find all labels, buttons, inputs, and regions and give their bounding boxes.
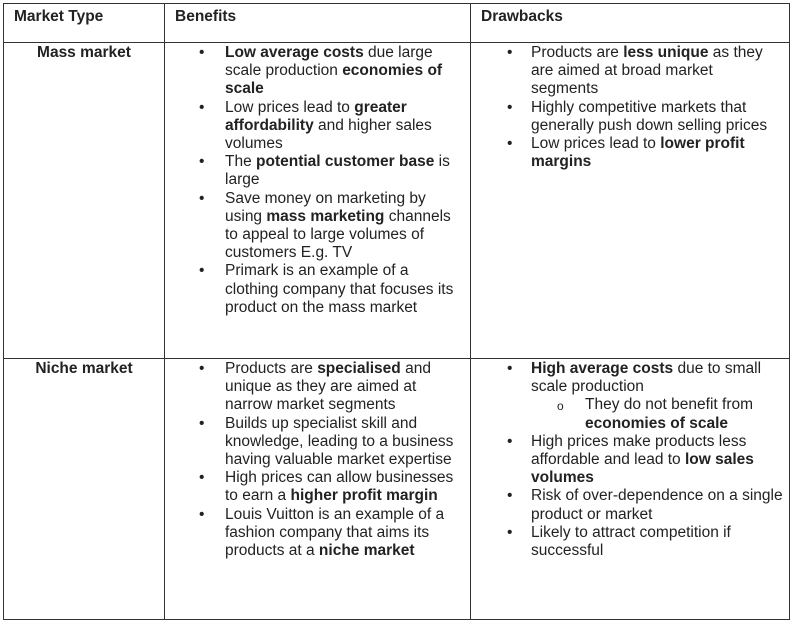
sub-list xyxy=(531,396,783,432)
list-item xyxy=(471,44,789,99)
list-item xyxy=(165,415,470,470)
list-item xyxy=(165,99,470,154)
bold-text: less unique xyxy=(623,44,709,61)
drawbacks-list xyxy=(471,360,789,560)
list-item xyxy=(471,524,789,560)
market-comparison-table xyxy=(3,3,790,620)
table-row xyxy=(4,43,790,359)
table-row xyxy=(4,359,790,620)
text-segment: and unique as they are aimed at narrow market segments xyxy=(225,360,431,414)
bold-text: higher profit margin xyxy=(290,487,438,505)
text-segment: due large scale production xyxy=(225,44,433,80)
list-item xyxy=(165,153,470,189)
benefits-list xyxy=(165,360,470,560)
text-segment: They do not benefit from xyxy=(585,396,754,414)
bold-text: specialised xyxy=(317,360,401,377)
bold-text: Low average costs xyxy=(225,44,364,61)
text-segment: Primark is an example of a clothing company that focuses its product on the mass market xyxy=(225,262,454,316)
list-item xyxy=(471,360,789,433)
text-segment: Builds up specialist skill and knowledge, leading to a business having valuable market expertise xyxy=(225,414,454,469)
header-benefits: Benefits xyxy=(165,4,471,43)
list-item xyxy=(165,360,470,415)
bold-text: low sales volumes xyxy=(531,451,754,487)
market-type-cell: Niche market xyxy=(4,359,165,620)
text-segment: and higher sales volumes xyxy=(225,116,432,153)
benefits-list xyxy=(165,44,470,317)
sub-list-item xyxy=(531,396,783,432)
benefits-cell xyxy=(165,359,471,620)
text-segment: Save money on marketing by using xyxy=(225,189,426,225)
text-segment: The xyxy=(225,153,257,171)
text-segment: is large xyxy=(225,153,450,189)
list-item xyxy=(165,469,470,505)
text-segment: High prices can allow businesses to earn a xyxy=(225,469,454,505)
list-item xyxy=(165,262,470,317)
bold-text: economies of scale xyxy=(225,62,443,98)
bold-text: greater affordability xyxy=(225,98,407,134)
list-item xyxy=(471,99,789,135)
text-segment: Risk of over-dependence on a single product or market xyxy=(531,487,783,523)
text-segment: Highly competitive markets that generally push down selling prices xyxy=(531,98,768,134)
bold-text: niche market xyxy=(318,542,415,560)
list-item xyxy=(471,487,789,523)
drawbacks-cell xyxy=(471,359,790,620)
market-type-cell: Mass market xyxy=(4,43,165,359)
bold-text: potential customer base xyxy=(256,153,435,171)
text-segment: due to small scale production xyxy=(531,360,762,396)
drawbacks-cell xyxy=(471,43,790,359)
list-item xyxy=(471,433,789,488)
text-segment: Low prices lead to xyxy=(531,135,661,153)
bold-text: High average costs xyxy=(531,360,674,377)
list-item xyxy=(165,190,470,263)
text-segment: Low prices lead to xyxy=(225,98,355,116)
header-row xyxy=(4,4,790,43)
text-segment: Products are xyxy=(225,360,318,377)
text-segment: channels to appeal to large volumes of customers E.g. TV xyxy=(225,207,451,262)
text-segment: Louis Vuitton is an example of a fashion company that aims its products at a xyxy=(225,505,445,560)
text-segment: as they are aimed at broad market segments xyxy=(531,44,763,98)
bold-text: lower profit margins xyxy=(531,135,745,171)
benefits-cell xyxy=(165,43,471,359)
header-drawbacks: Drawbacks xyxy=(471,4,790,43)
drawbacks-list xyxy=(471,44,789,171)
list-item xyxy=(165,44,470,99)
text-segment: Products are xyxy=(531,44,624,61)
header-market-type: Market Type xyxy=(4,4,165,43)
bold-text: economies of scale xyxy=(585,414,729,432)
text-segment: Likely to attract competition if successful xyxy=(531,523,731,560)
list-item xyxy=(471,135,789,171)
bold-text: mass marketing xyxy=(266,207,385,225)
text-segment: High prices make products less affordable and lead to xyxy=(531,432,747,469)
list-item xyxy=(165,506,470,561)
